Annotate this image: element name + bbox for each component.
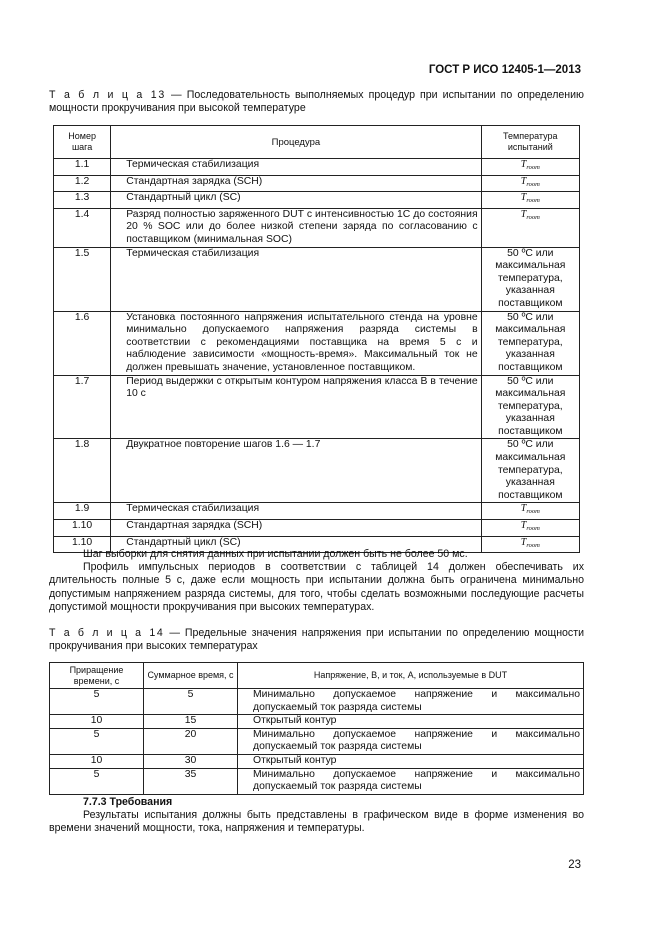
temp-subscript: room — [526, 508, 540, 516]
temp-subscript: room — [526, 525, 540, 533]
time-increment: 5 — [50, 768, 144, 794]
total-time: 30 — [144, 754, 238, 768]
procedure-text: Стандартный цикл (SC) — [111, 192, 481, 209]
temp-subscript: room — [526, 213, 540, 221]
temp-subscript: room — [526, 541, 540, 549]
table13-header-step: Номер шага — [54, 126, 111, 159]
table13 — [53, 125, 580, 553]
step-number: 1.6 — [54, 311, 111, 375]
procedure-text: Термическая стабилизация — [111, 247, 481, 311]
step-number: 1.2 — [54, 175, 111, 192]
time-increment: 5 — [50, 728, 144, 754]
total-time: 15 — [144, 715, 238, 729]
table14-row — [50, 728, 584, 754]
table14-row — [50, 768, 584, 794]
table14-label: Т а б л и ц а 14 — [49, 627, 165, 639]
temperature-value: 50 ºC или максимальная температура, указанная поставщиком — [481, 247, 579, 311]
temp-symbol: T — [520, 536, 527, 548]
table13-row — [54, 439, 580, 503]
table13-row — [54, 503, 580, 520]
total-time: 5 — [144, 689, 238, 715]
time-increment: 10 — [50, 754, 144, 768]
temp-symbol: T — [520, 208, 527, 220]
temp-subscript: room — [526, 197, 540, 205]
section-body — [49, 809, 584, 835]
table13-caption — [49, 89, 584, 115]
table14 — [49, 662, 584, 795]
procedure-text: Термическая стабилизация — [111, 159, 481, 176]
paragraph: Профиль импульсных периодов в соответствии с таблицей 14 должен обеспечивать их длительность полные 5 с, даже если мощность при испытании должна быть ограничена минимально допустимым напряжением разряда системы, для того, чтобы сделать возможными последующие расчеты допустимой мощности прокручивания при высоких температурах. — [49, 561, 584, 613]
temperature-value — [481, 503, 579, 520]
table13-header-procedure: Процедура — [111, 126, 481, 159]
step-number: 1.4 — [54, 208, 111, 247]
table13-row — [54, 520, 580, 537]
total-time: 35 — [144, 768, 238, 794]
voltage-current-description: Открытый контур — [238, 715, 584, 729]
procedure-text: Стандартная зарядка (SCH) — [111, 520, 481, 537]
voltage-current-description: Минимально допускаемое напряжение и максимально допускаемый ток разряда системы — [238, 728, 584, 754]
page-number: 23 — [568, 859, 581, 871]
temperature-value — [481, 192, 579, 209]
section-paragraph: Результаты испытания должны быть представлены в графическом виде в форме изменения во времени значений мощности, тока, напряжения и температуры. — [49, 809, 584, 835]
section-title: 7.7.3 Требования — [83, 796, 173, 808]
procedure-text: Двукратное повторение шагов 1.6 — 1.7 — [111, 439, 481, 503]
total-time: 20 — [144, 728, 238, 754]
procedure-text: Установка постоянного напряжения испытательного стенда на уровне минимально допускаемого напряжения разряда системы в соответствии с рекомендациями поставщика на время 5 с и наблюдение зависимости «мощность-время». Максимальный ток не должен превышать значение, установленное поставщиком. — [111, 311, 481, 375]
temperature-value — [481, 159, 579, 176]
procedure-text: Стандартный цикл (SC) — [111, 536, 481, 553]
procedure-text: Стандартная зарядка (SCH) — [111, 175, 481, 192]
table13-header-temperature: Температура испытаний — [481, 126, 579, 159]
temperature-value — [481, 520, 579, 537]
voltage-current-description: Минимально допускаемое напряжение и максимально допускаемый ток разряда системы — [238, 768, 584, 794]
step-number: 1.3 — [54, 192, 111, 209]
temp-symbol: T — [520, 192, 527, 204]
table13-label: Т а б л и ц а 13 — [49, 89, 166, 101]
procedure-text: Разряд полностью заряженного DUT с интенсивностью 1C до состояния 20 % SOC или до более низкой степени заряда по согласованию с поставщиком (минимальная SOC) — [111, 208, 481, 247]
table14-row — [50, 715, 584, 729]
step-number: 1.10 — [54, 536, 111, 553]
procedure-text: Термическая стабилизация — [111, 503, 481, 520]
paragraph: Шаг выборки для снятия данных при испытании должен быть не более 50 мс. — [83, 548, 468, 560]
table14-header-increment: Приращение времени, с — [50, 663, 144, 689]
document-header: ГОСТ Р ИСО 12405-1—2013 — [428, 64, 581, 76]
temp-symbol: T — [520, 520, 527, 532]
time-increment: 5 — [50, 689, 144, 715]
table13-row — [54, 247, 580, 311]
table13-row — [54, 159, 580, 176]
temperature-value: 50 ºC или максимальная температура, указанная поставщиком — [481, 375, 579, 439]
temp-symbol: T — [520, 175, 527, 187]
step-number: 1.8 — [54, 439, 111, 503]
table14-caption — [49, 627, 584, 653]
step-number: 1.10 — [54, 520, 111, 537]
temp-symbol: T — [520, 159, 527, 170]
time-increment: 10 — [50, 715, 144, 729]
step-number: 1.9 — [54, 503, 111, 520]
voltage-current-description: Открытый контур — [238, 754, 584, 768]
temperature-value: 50 ºC или максимальная температура, указанная поставщиком — [481, 439, 579, 503]
step-number: 1.5 — [54, 247, 111, 311]
body-text — [49, 548, 584, 614]
table14-header-total: Суммарное время, с — [144, 663, 238, 689]
voltage-current-description: Минимально допускаемое напряжение и максимально допускаемый ток разряда системы — [238, 689, 584, 715]
table13-caption-text: — Последовательность выполняемых процедур при испытании по определению мощности прокручивания при высокой температуре — [49, 89, 584, 114]
table14-body — [50, 689, 584, 795]
table14-row — [50, 754, 584, 768]
temperature-value — [481, 175, 579, 192]
step-number: 1.1 — [54, 159, 111, 176]
table14-header-description: Напряжение, В, и ток, А, используемые в DUT — [238, 663, 584, 689]
table13-row — [54, 311, 580, 375]
table13-row — [54, 208, 580, 247]
table13-row — [54, 175, 580, 192]
temperature-value: 50 ºC или максимальная температура, указанная поставщиком — [481, 311, 579, 375]
table13-row — [54, 192, 580, 209]
temperature-value — [481, 208, 579, 247]
table14-caption-text: — Предельные значения напряжения при испытании по определению мощности прокручивания при высоких температурах — [49, 627, 585, 652]
procedure-text: Период выдержки с открытым контуром напряжения класса В в течение 10 с — [111, 375, 481, 439]
table14-row — [50, 689, 584, 715]
temp-symbol: T — [520, 503, 527, 515]
temp-subscript: room — [526, 180, 540, 188]
step-number: 1.7 — [54, 375, 111, 439]
table13-row — [54, 375, 580, 439]
table13-body — [54, 159, 580, 553]
temp-subscript: room — [526, 164, 540, 171]
